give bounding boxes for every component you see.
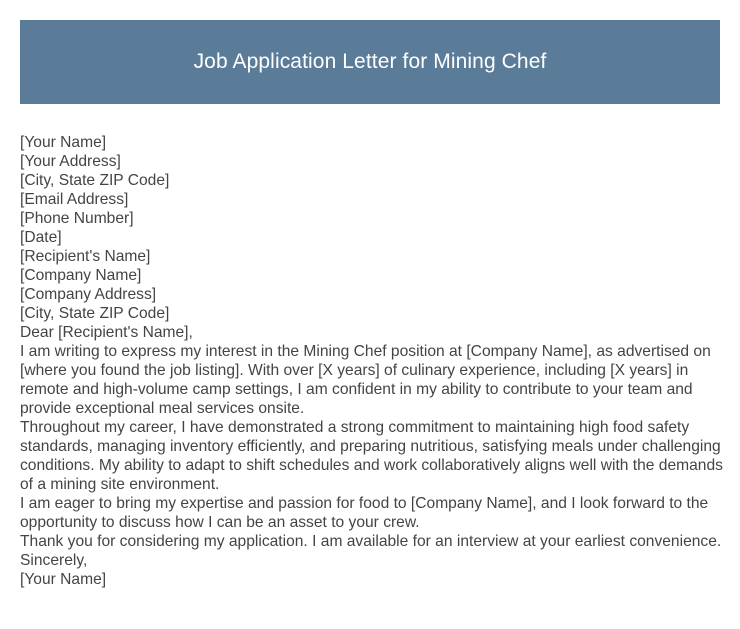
sender-address: [Your Address] [20, 153, 121, 170]
letter-header [20, 20, 720, 104]
body-paragraph-thanks: Thank you for considering my application. I am available for an interview at your earliest convenience. [20, 533, 722, 550]
closing: Sincerely, [20, 552, 88, 569]
recipient-city-state-zip: [City, State ZIP Code] [20, 305, 170, 322]
body-paragraph-eager: I am eager to bring my expertise and passion for food to [Company Name], and I look forward to the opportunity to discuss how I can be an asset to your crew. [20, 495, 709, 531]
sender-phone: [Phone Number] [20, 210, 134, 227]
sender-email: [Email Address] [20, 191, 129, 208]
page-title: Job Application Letter for Mining Chef [193, 50, 547, 73]
body-paragraph-intro: I am writing to express my interest in the Mining Chef position at [Company Name], as advertised on [where you found the job listing]. With over [X years] of culinary experience, including [X years] in remote and high-volume camp settings, I am confident in my ability to contribute to your team and provide exceptional meal services onsite. [20, 343, 711, 417]
sender-name: [Your Name] [20, 134, 107, 151]
letter-body [20, 133, 725, 589]
signature: [Your Name] [20, 571, 107, 588]
recipient-company-address: [Company Address] [20, 286, 157, 303]
salutation: Dear [Recipient's Name], [20, 324, 193, 341]
recipient-company: [Company Name] [20, 267, 142, 284]
sender-city-state-zip: [City, State ZIP Code] [20, 172, 170, 189]
letter-date: [Date] [20, 229, 62, 246]
recipient-name: [Recipient's Name] [20, 248, 151, 265]
body-paragraph-experience: Throughout my career, I have demonstrated a strong commitment to maintaining high food safety standards, managing inventory efficiently, and preparing nutritious, satisfying meals under challenging conditions. My ability to adapt to shift schedules and work collaboratively aligns well with the demands of a mining site environment. [20, 419, 723, 493]
